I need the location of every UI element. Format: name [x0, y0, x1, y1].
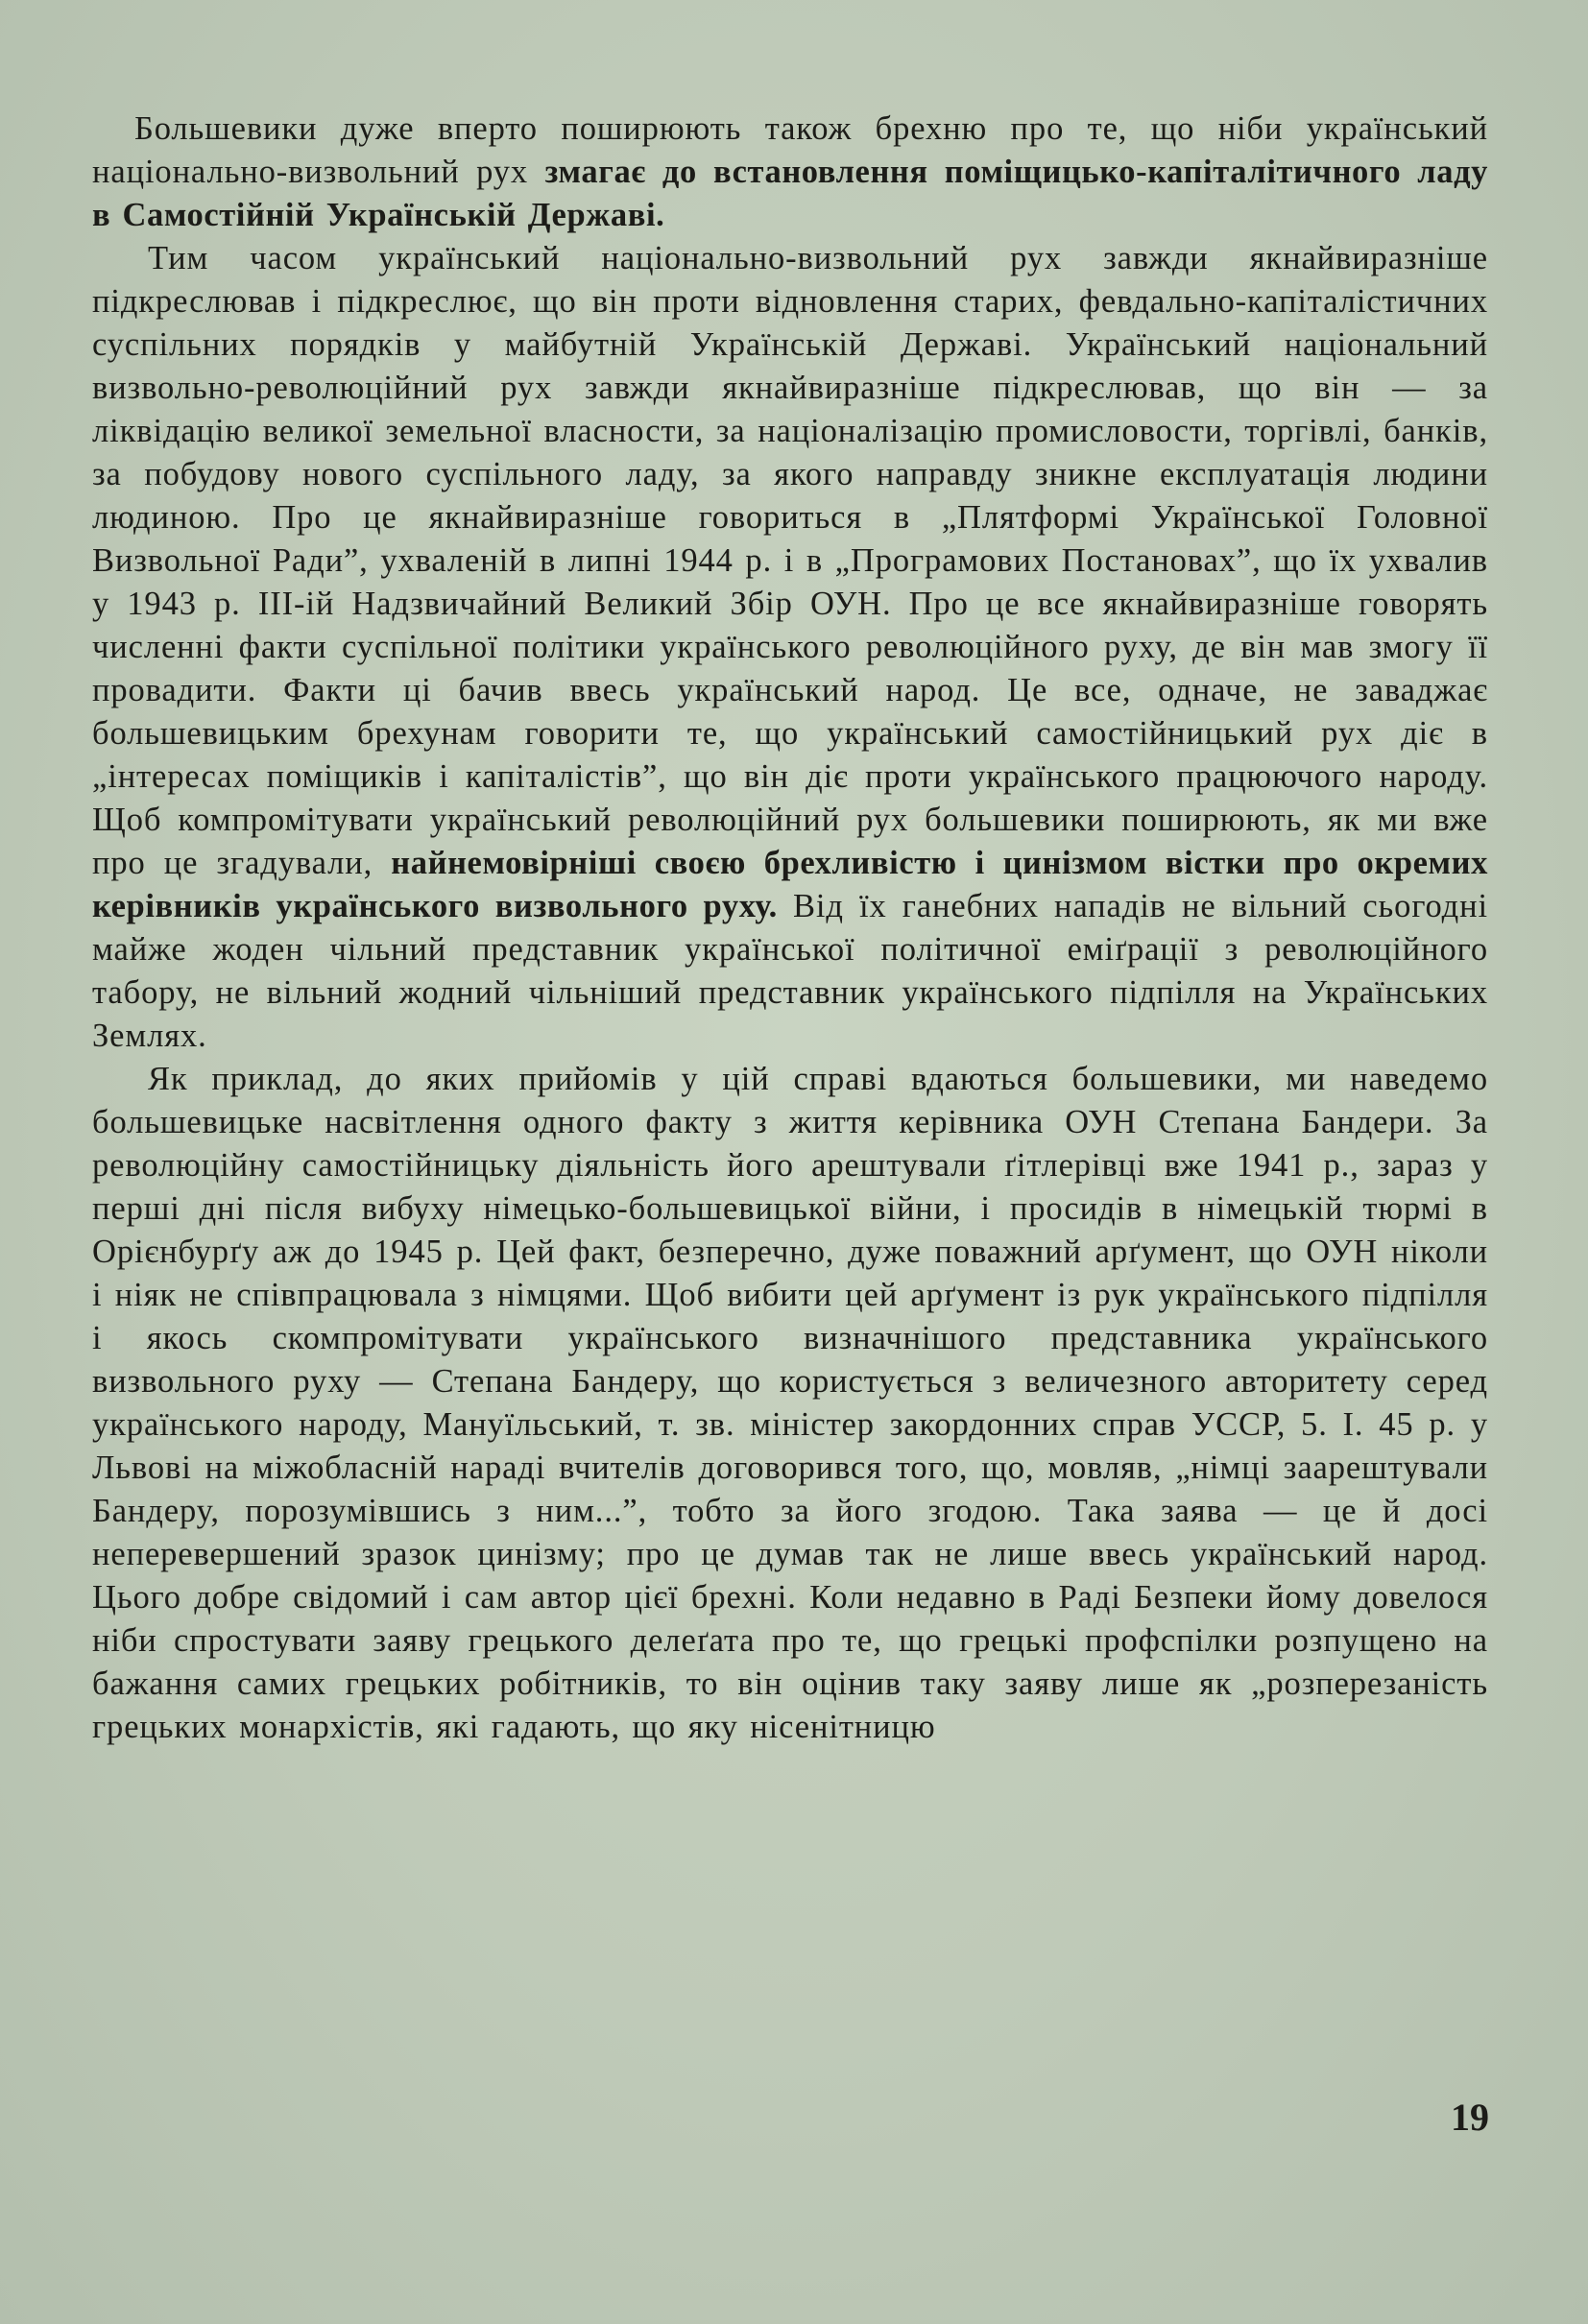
paragraph-2 [92, 237, 1488, 1058]
paragraph-1-bold-text: змагає до встановлення поміщицько-капіталітичного ладу в Самостійній Українській Державі. [92, 154, 1488, 233]
paragraph-3-text: Як приклад, до яких прийомів у цій справі вдаються большевики, ми наведемо большевицьке насвітлення одного факту з життя керівника ОУН Степана Бандери. За революційну самостійницьку діяльність його арештували ґітлерівці вже 1941 р., зараз у перші дні після вибуху німецько-большевицької війни, і просидів в німецькій тюрмі в Орієнбурґу аж до 1945 р. Цей факт, безперечно, дуже поважний арґумент, що ОУН ніколи і ніяк не співпрацювала з німцями. Щоб вибити цей арґумент із рук українського підпілля і якось скомпромітувати українського визначнішого представника українського визвольного руху — Степана Бандеру, що користується з величезного авторитету серед українського народу, Мануїльський, т. зв. міністер закордонних справ УССР, 5. І. 45 р. у Львові на міжобласній нараді вчителів договорився того, що, мовляв, „німці заарештували Бандеру, порозумівшись з ним...”, тобто за його згодою. Така заява — це й досі неперевершений зразок цинізму; про це думав так не лише ввесь український народ. Цього добре свідомий і сам автор цієї брехні. Коли недавно в Раді Безпеки йому довелося ніби спростувати заяву грецького делеґата про те, що грецькі профспілки розпущено на бажання самих грецьких робітників, то він оцінив таку заяву лише як „розперезаність грецьких монархістів, які гадають, що яку нісенітницю [92, 1061, 1488, 1745]
paragraph-2-bold-text: найнемовірніші своєю брехливістю і цинізмом вістки про окремих керівників українського визвольного руху. [92, 845, 1488, 924]
paragraph-2-text-a: Тим часом український національно-визвольний рух завжди якнайвиразніше підкреслював і підкреслює, що він проти відновлення старих, февдально-капіталістичних суспільних порядків у майбутній Українській Державі. Український національний визвольно-революційний рух завжди якнайвиразніше підкреслював, що він — за ліквідацію великої земельної власности, за націоналізацію промисловости, торгівлі, банків, за побудову нового суспільного ладу, за якого направду зникне експлуатація людини людиною. Про це якнайвиразніше говориться в „Плятформі Української Головної Визвольної Ради”, ухваленій в липні 1944 р. і в „Програмових Постановах”, що їх ухвалив у 1943 р. ІІІ-ій Надзвичайний Великий Збір ОУН. Про це все якнайвиразніше говорять численні факти суспільної політики українського революційного руху, де він мав змогу її провадити. Факти ці бачив ввесь український народ. Це все, одначе, не заваджає большевицьким брехунам говорити те, що український самостійницький рух діє в „інтересах поміщиків і капіталістів”, що він діє проти українського працюючого народу. Щоб компромітувати український революційний рух большевики поширюють, як ми вже про це згадували, [92, 240, 1488, 881]
paragraph-3 [92, 1058, 1488, 1749]
body-text [92, 108, 1488, 1749]
paragraph-1 [92, 108, 1488, 237]
paragraph-1-text: Большевики дуже вперто поширюють також брехню про те, що ніби український національно-визвольний рух [92, 110, 1488, 190]
page-number: 19 [1451, 2096, 1489, 2139]
paragraph-2-text-b: Від їх ганебних нападів не вільний сьогодні майже жоден чільний представник української політичної еміґрації з революційного табору, не вільний жодний чільніший представник українського підпілля на Українських Землях. [92, 888, 1488, 1054]
